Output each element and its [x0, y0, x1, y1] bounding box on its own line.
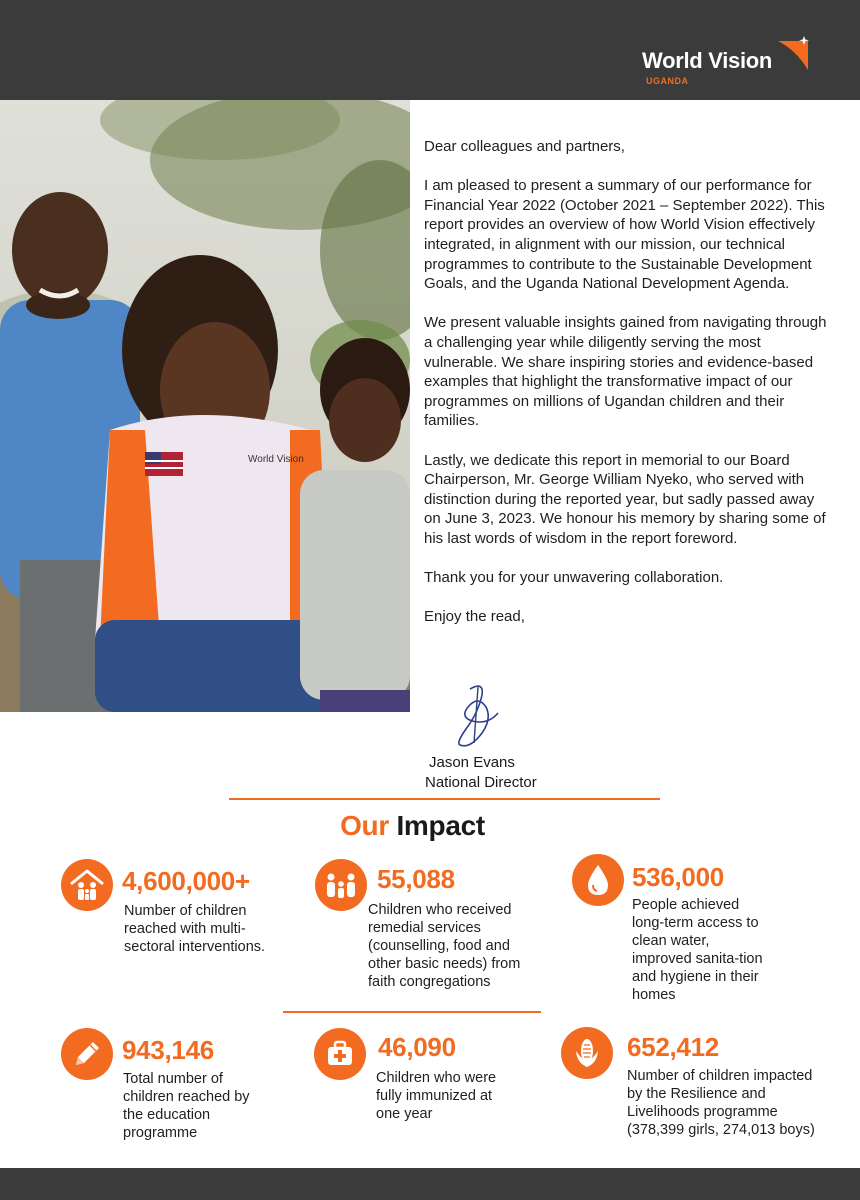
logo-name: World Vision: [642, 48, 773, 73]
star-logo-icon: [778, 36, 812, 72]
impact-heading: [0, 810, 825, 842]
logo-country: UGANDA: [646, 76, 689, 86]
stat-number: 652,412: [627, 1032, 719, 1062]
water-drop-icon: [572, 854, 624, 906]
divider-line: [229, 798, 660, 800]
hero-photo: [0, 100, 410, 712]
stat-description: Total number of children reached by the education programme: [123, 1071, 250, 1141]
signer-title: National Director: [425, 773, 537, 791]
family-group-icon: [315, 859, 367, 911]
vest-logo-text: World Vision: [248, 454, 304, 465]
director-letter: [424, 137, 834, 627]
letter-signer: [425, 753, 537, 792]
letter-paragraph-5: Enjoy the read,: [424, 608, 525, 626]
header-bar: [0, 0, 860, 100]
signature: [448, 683, 508, 749]
divider-line: [283, 1011, 541, 1013]
stat-number: 46,090: [378, 1032, 456, 1062]
stat-number: 943,146: [122, 1035, 214, 1065]
world-vision-logo: [642, 36, 812, 88]
stat-description: Number of children impacted by the Resilience and Livelihoods programme (378,399 girls, 274,013 boys): [627, 1068, 815, 1138]
letter-paragraph-1: I am pleased to present a summary of our performance for Financial Year 2022 (October 2021 – September 2022). This report provides an overview of how World Vision effectively integrated, in alignment with our mission, our technical programmes to contribute to the Sustainable Development Goals, and the Uganda National Development Agenda.: [424, 177, 825, 293]
letter-paragraph-4: Thank you for your unwavering collaboration.: [424, 569, 724, 587]
signer-name: Jason Evans: [429, 754, 515, 771]
stat-description: Number of children reached with multi-sectoral interventions.: [124, 903, 266, 955]
impact-heading-rest: Impact: [396, 810, 485, 841]
impact-heading-highlight: Our: [340, 810, 389, 841]
house-family-icon: [61, 859, 113, 911]
stat-number: 536,000: [632, 862, 724, 892]
pencil-icon: [61, 1028, 113, 1080]
footer-bar: [0, 1168, 860, 1200]
stat-description: Children who were fully immunized at one year: [376, 1070, 497, 1122]
letter-paragraph-3: Lastly, we dedicate this report in memorial to our Board Chairperson, Mr. George William Nyeko, who served with distinction during the reported year, but sadly passed away on June 3, 2023. We honour his memory by sharing some of his last words of wisdom in the report foreword.: [424, 451, 826, 547]
corn-icon: [561, 1027, 613, 1079]
stat-description: People achieved long-term access to clean water, improved sanita-tion and hygiene in their homes: [632, 897, 763, 1003]
medical-kit-icon: [314, 1028, 366, 1080]
letter-salutation: Dear colleagues and partners,: [424, 138, 625, 155]
letter-paragraph-2: We present valuable insights gained from navigating through a challenging year while diligently serving the most vulnerable. We share inspiring stories and evidence-based examples that highlight the transformative impact of our programmes on millions of Ugandan children and their families.: [424, 314, 827, 430]
stat-description: Children who received remedial services (counselling, food and other basic needs) from faith congregations: [368, 902, 521, 990]
stat-number: 4,600,000+: [122, 866, 250, 896]
stat-number: 55,088: [377, 864, 455, 894]
